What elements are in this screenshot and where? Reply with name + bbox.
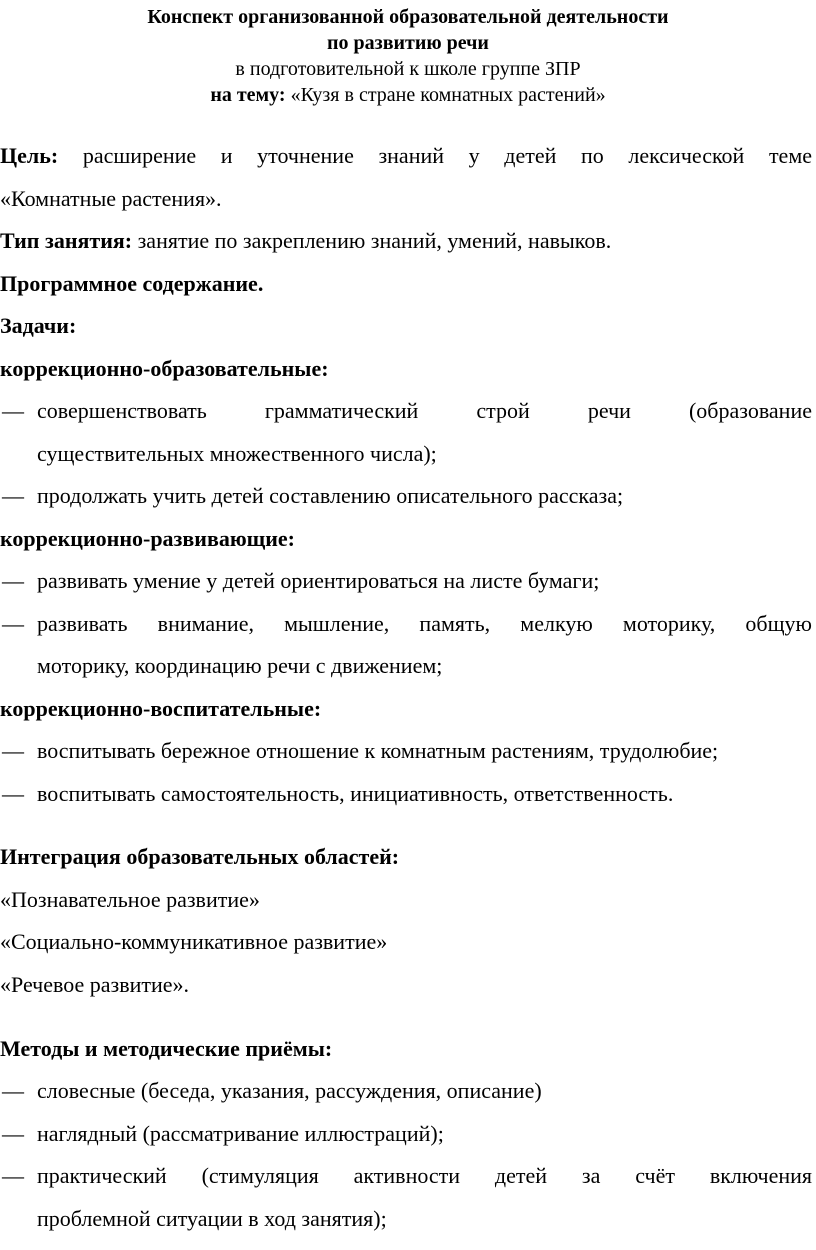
list-item-text: совершенствовать грамматический строй речи (образование xyxy=(37,398,812,423)
integration-item: «Социально-коммуникативное развитие» xyxy=(0,929,388,954)
topic-label: на тему: xyxy=(210,84,286,106)
doc-topic xyxy=(0,83,816,107)
goal-text-1: расширение и уточнение знаний у детей по лексической теме xyxy=(82,143,813,168)
goal-label: Цель: xyxy=(0,143,59,168)
integration-heading: Интеграция образовательных областей: xyxy=(0,844,400,869)
dash-bullet: — xyxy=(2,1078,24,1103)
list-item-continuation: проблемной ситуации в ход занятия); xyxy=(37,1206,387,1231)
section-heading-corr-up: коррекционно-воспитательные: xyxy=(0,696,322,721)
list-item-text: воспитывать бережное отношение к комнатным растениям, трудолюбие; xyxy=(37,738,719,763)
dash-bullet: — xyxy=(2,611,24,636)
goal-line1 xyxy=(0,143,812,169)
dash-bullet: — xyxy=(2,1121,24,1146)
list-item-text: словесные (беседа, указания, рассуждения, описание) xyxy=(37,1078,542,1103)
dash-bullet: — xyxy=(2,568,24,593)
lesson-type xyxy=(0,228,611,254)
tasks-heading: Задачи: xyxy=(0,313,77,338)
list-item-text: развивать умение у детей ориентироваться на листе бумаги; xyxy=(37,568,600,593)
topic-value: «Кузя в стране комнатных растений» xyxy=(285,84,606,106)
list-item-continuation: существительных множественного числа); xyxy=(37,441,437,466)
section-heading-corr-dev: коррекционно-развивающие: xyxy=(0,526,295,551)
dash-bullet: — xyxy=(2,483,24,508)
dash-bullet: — xyxy=(2,1163,24,1188)
dash-bullet: — xyxy=(2,398,24,423)
doc-title-line1: Конспект организованной образовательной деятельности xyxy=(147,6,669,28)
goal-line2: «Комнатные растения». xyxy=(0,186,222,211)
integration-item: «Познавательное развитие» xyxy=(0,887,260,912)
lesson-type-text: занятие по закреплению знаний, умений, навыков. xyxy=(132,228,612,253)
doc-title-line2: по развитию речи xyxy=(327,32,489,54)
dash-bullet: — xyxy=(2,781,24,806)
section-heading-corr-edu: коррекционно-образовательные: xyxy=(0,356,329,381)
list-item-text: воспитывать самостоятельность, инициативность, ответственность. xyxy=(37,781,674,806)
list-item-text: наглядный (рассматривание иллюстраций); xyxy=(37,1121,444,1146)
methods-heading: Методы и методические приёмы: xyxy=(0,1036,333,1061)
list-item-text: развивать внимание, мышление, память, мелкую моторику, общую xyxy=(37,611,812,636)
list-item-continuation: моторику, координацию речи с движением; xyxy=(37,653,443,678)
dash-bullet: — xyxy=(2,738,24,763)
doc-subtitle: в подготовительной к школе группе ЗПР xyxy=(235,58,581,80)
lesson-type-label: Тип занятия: xyxy=(0,228,133,253)
integration-item: «Речевое развитие». xyxy=(0,972,190,997)
list-item-text: практический (стимуляция активности детей за счёт включения xyxy=(37,1163,812,1188)
list-item-text: продолжать учить детей составлению описательного рассказа; xyxy=(37,483,624,508)
program-heading: Программное содержание. xyxy=(0,271,264,296)
